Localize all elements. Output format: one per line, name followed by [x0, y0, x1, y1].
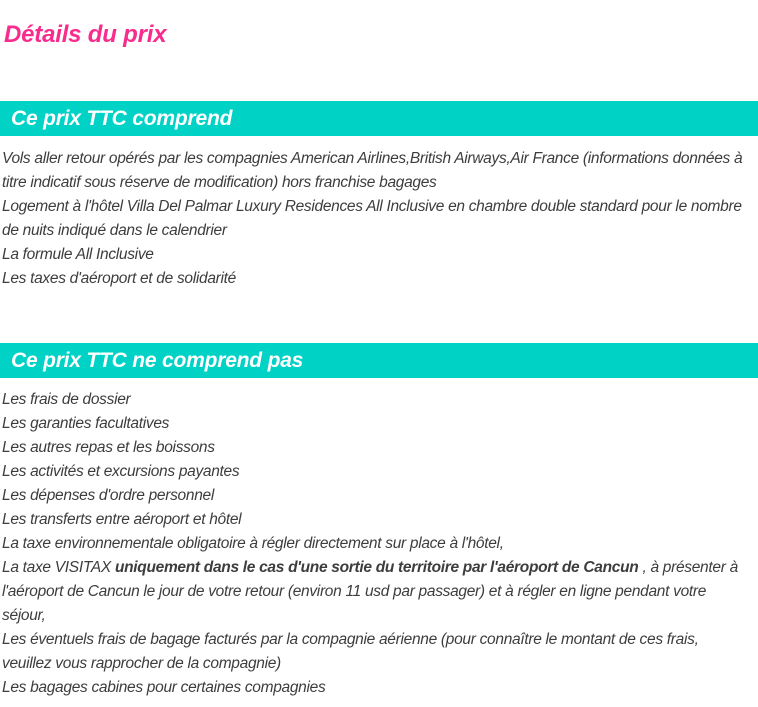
visitax-bold-clause: uniquement dans le cas d'une sortie du territoire par l'aéroport de Cancun	[114, 559, 639, 576]
price-included-item: Les taxes d'aéroport et de solidarité	[2, 270, 236, 287]
price-excluded-item: Les dépenses d'ordre personnel	[2, 487, 214, 504]
visitax-suffix: , à présenter à l'aéroport de Cancun le jour de votre retour (environ 11 usd par passager) et à régler en ligne pendant votre séjour,	[2, 559, 738, 624]
price-included-list	[0, 136, 758, 291]
price-excluded-list	[0, 378, 758, 700]
price-excluded-item: Les garanties facultatives	[2, 415, 170, 432]
price-excluded-item-visitax	[2, 556, 750, 628]
price-excluded-item: Les autres repas et les boissons	[2, 439, 215, 456]
page-title: Détails du prix	[4, 21, 167, 48]
price-included-item: La formule All Inclusive	[2, 246, 154, 263]
price-excluded-item: Les activités et excursions payantes	[2, 463, 240, 480]
visitax-prefix: La taxe VISITAX	[2, 559, 115, 576]
price-excluded-item: Les transferts entre aéroport et hôtel	[2, 511, 242, 528]
price-included-item: Vols aller retour opérés par les compagnies American Airlines,British Airways,Air France (informations données à titre indicatif sous réserve de modification) hors franchise bagages	[2, 150, 743, 191]
price-included-item: Logement à l'hôtel Villa Del Palmar Luxury Residences All Inclusive en chambre double standard pour le nombre de nuits indiqué dans le calendrier	[2, 198, 742, 239]
price-excluded-item: Les bagages cabines pour certaines compagnies	[2, 679, 326, 696]
price-excluded-item: La taxe environnementale obligatoire à régler directement sur place à l'hôtel,	[2, 535, 504, 552]
price-excluded-item: Les frais de dossier	[2, 391, 131, 408]
section-heading-included: Ce prix TTC comprend	[0, 101, 758, 136]
price-excluded-item: Les éventuels frais de bagage facturés par la compagnie aérienne (pour connaître le montant de ces frais, veuillez vous rapprocher de la compagnie)	[2, 631, 699, 672]
section-heading-excluded: Ce prix TTC ne comprend pas	[0, 343, 758, 378]
